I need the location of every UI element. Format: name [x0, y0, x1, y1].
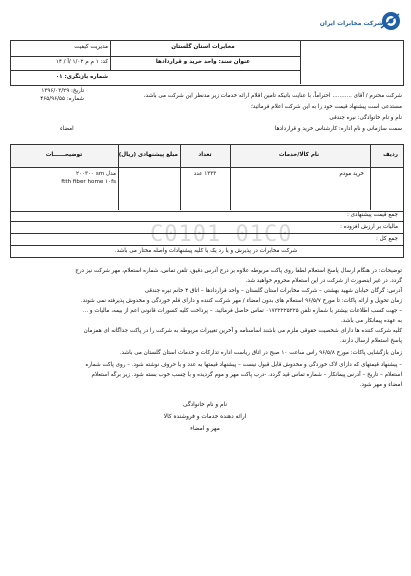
note-line: توضیحات: در هنگام ارسال پاسخ استعلام لطفا روی پاکت مربوطه علاوه بر درج آدرس دقیق، تلفن تماس، شماره استعلام، مهر شرکت نیز درج [75, 268, 402, 274]
note-line: زمان بازگشایی پاکات: مورخ ۹۶/۵/۸ راس ساعت ۱۰ صبح در اتاق ریاست اداره تدارکات و خدمات استان گلستان می باشد. [119, 350, 402, 356]
footer-name-label: نام و نام خانوادگی [182, 402, 227, 408]
date-label: تاریخ: ۱۳۹۶/۰۳/۲۹ [41, 88, 84, 94]
org-unit: مخابرات استان گلستان [171, 44, 235, 50]
grand-total-label: جمع کل : [375, 236, 398, 242]
company-name: شرکت مخابرات ایران [319, 20, 383, 27]
note-line: – پیشنهاد قیمتهای که دارای لاک خوردگی و مخدوش قابل قبول نیست – پیشنهاد قیمتها به عدد و با حروف نوشته شود. – روی پاکت شماره [85, 362, 402, 368]
contact-name: نام و نام خانوادگی: نیره جندقی [329, 115, 402, 121]
col-divider [180, 144, 181, 210]
row-item: خرید مودم [339, 171, 364, 177]
footer-stamp-label: مهر و امضاء [190, 426, 220, 432]
note-line: – جهت کسب اطلاعات بیشتر با شماره تلفن ۰۱۷۳۲۲۲۵۲۲۵ تماس حاصل فرمائید. – پرداخت کلیه کسورات قانونی اعم از بیمه، مالیات و ... [82, 308, 402, 314]
intro-line-1: شرکت محترم / آقای ........... احتراماً، با عنایت بانیکه تامین اقلام ارائه خدمات زیر مدنظر این شرکت می باشد، [143, 93, 402, 99]
vat-label: مالیات بر ارزش افزوده : [340, 224, 398, 230]
col-header-qty: تعداد [198, 152, 212, 158]
row-desc-line1: ۲۰۰۳۰۰ sm مدل [76, 171, 116, 177]
watermark: C0101 01C0 [150, 222, 293, 247]
note-line: کلیه شرکت کننده ها دارای شخصیت حقوقی ملزم می باشند اساسنامه و آخرین تغییرات مربوطه به شرکت را در پاکت جداگانه ای همزمان [83, 328, 402, 334]
col-header-row: ردیف [383, 152, 398, 158]
note-line: پاسخ استعلام ارسال دارند. [339, 338, 402, 344]
number-label: شماره: ۴۶۵/۹۶/۵۵ [40, 96, 84, 102]
revision-number: شماره بازنگری: ۰۱ [55, 74, 108, 80]
note-line: استعلام – تاریخ – آدرس پیمانکار – شماره تماس قید گردد. -درب پاکت مهر و موم گردیده و با چسب خوب بسته شود. زیر برگه استعلام [91, 372, 402, 378]
doc-title: عنوان سند: واحد خرید و قراردادها [155, 59, 251, 65]
note-line: آدرس: گرگان خیابان شهید بهشتی – شرکت مخابرات استان گلستان – واحد قراردادها – اتاق ۴ خانم نیره جندقی [144, 288, 402, 294]
note-line: گردد. در غیر اینصورت از شرکت در این استعلام محروم خواهید شد. [245, 278, 402, 284]
header-divider [300, 40, 301, 84]
col-divider [230, 144, 231, 210]
contact-role: سمت سازمانی و نام اداره: کارشناس خرید و قراردادها [274, 126, 402, 132]
col-divider [370, 144, 371, 210]
directorate: مدیریت کیفیت [74, 44, 108, 50]
note-line: امضاء و مهر شود. [359, 382, 402, 388]
note-line: به عهده پیمانکار می باشد. [340, 318, 402, 324]
form-code: کد: ۱ م م ۱/۰۲ /آ / ۱۴ [55, 59, 108, 65]
table-note: شرکت مخابرات در پذیرش و یا رد یک یا کلیه پیشنهادات واصله مختار می باشد. [114, 248, 298, 254]
total-label: جمع قیمت پیشنهادی : [346, 212, 398, 218]
footer-provider-label: ارائه دهنده خدمات و فروشنده کالا [163, 414, 247, 420]
signature-label: امضاء [60, 126, 74, 132]
col-header-item: نام کالا/خدمات [278, 152, 320, 158]
row-qty: ۱۳۳۳ عدد [193, 171, 217, 177]
row-desc-line2: ftth fiber home ۱۰fs [61, 179, 116, 185]
note-line: زمان تحویل و ارائه پاکات: تا مورخ ۹۶/۵/۷ استعلام های بدون امضاء / مهر شرکت کننده و دارای قلم خوردگی و مخدوش پذیرفته نمی شوند. [80, 298, 402, 304]
col-header-desc: توضیحــــــات [45, 152, 83, 158]
intro-line-2: مستدعی است پیشنهاد قیمت خود را به این شرکت اعلام فرمائید؛ [251, 104, 402, 110]
col-header-price: مبلغ پیشنهادی (ریال) [118, 152, 178, 158]
header-divider [10, 56, 300, 57]
header-divider [10, 70, 300, 71]
